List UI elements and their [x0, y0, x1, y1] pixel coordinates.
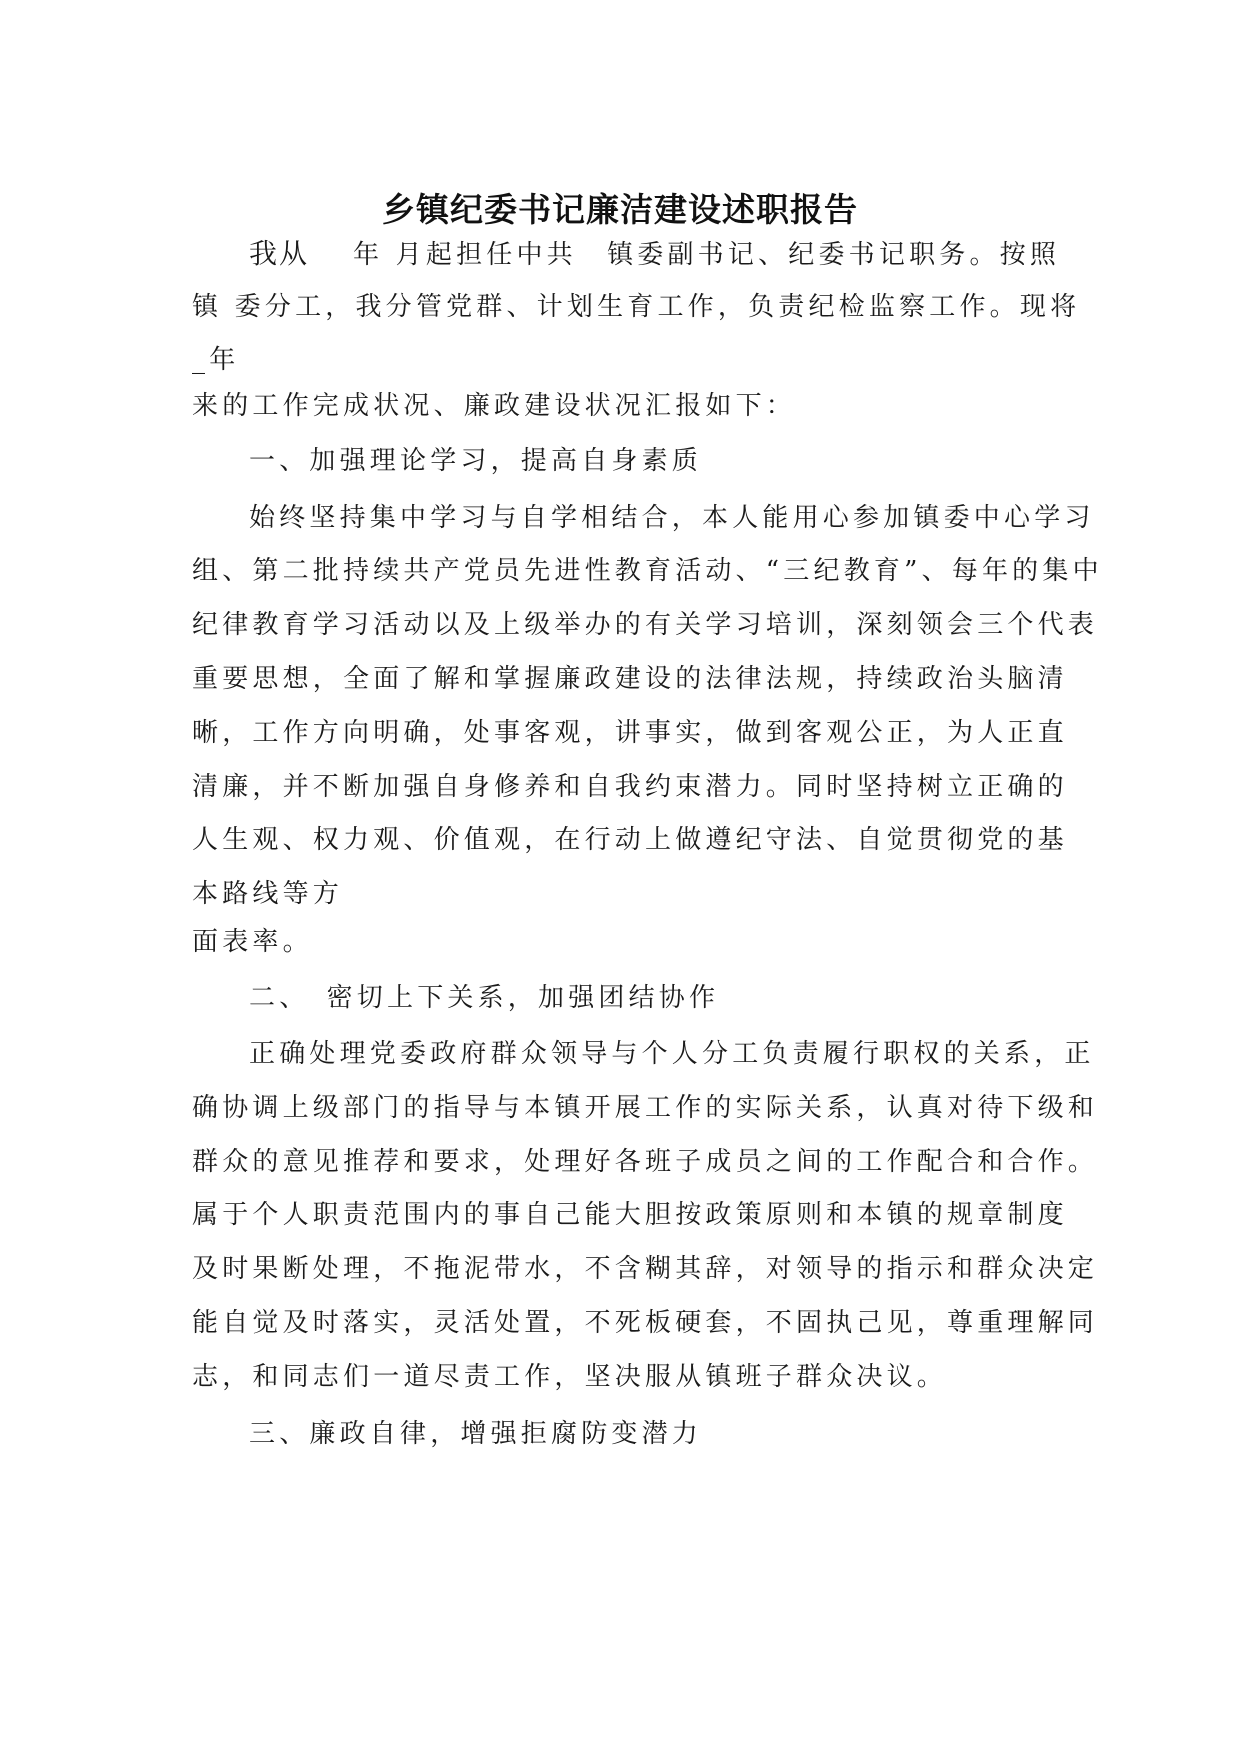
- intro-line-1: [249, 232, 1060, 272]
- document-title: 乡镇纪委书记廉洁建设述职报告: [382, 190, 858, 229]
- intro-lead: 我从: [249, 237, 310, 270]
- section-1-line: 面表率。: [192, 927, 313, 957]
- section-1-heading: 一、加强理论学习，提高自身素质: [249, 446, 703, 476]
- intro-line-3: _年: [192, 345, 240, 375]
- section-1-line: 始终坚持集中学习与自学相结合，本人能用心参加镇委中心学习: [249, 503, 1095, 533]
- section-1-line: 本路线等方: [192, 879, 344, 909]
- section-2-line: 确协调上级部门的指导与本镇开展工作的实际关系，认真对待下级和: [192, 1093, 1099, 1123]
- intro-line-4: 来的工作完成状况、廉政建设状况汇报如下：: [192, 391, 797, 421]
- section-3-heading: 三、廉政自律，增强拒腐防变潜力: [249, 1419, 703, 1449]
- section-2-heading: 二、 密切上下关系，加强团结协作: [249, 983, 720, 1013]
- section-1-line: 清廉，并不断加强自身修养和自我约束潜力。同时坚持树立正确的: [192, 772, 1068, 802]
- section-1-line: 纪律教育学习活动以及上级举办的有关学习培训，深刻领会三个代表: [192, 610, 1099, 640]
- section-2-line: 能自觉及时落实，灵活处置，不死板硬套，不固执己见，尊重理解同: [192, 1308, 1099, 1338]
- section-2-line: 及时果断处理，不拖泥带水，不含糊其辞，对领导的指示和群众决定: [192, 1254, 1099, 1284]
- section-2-line: 属于个人职责范围内的事自己能大胆按政策原则和本镇的规章制度: [192, 1200, 1068, 1230]
- intro-line-1-text: 年 月起担任中共 镇委副书记、纪委书记职务。按照: [353, 240, 1061, 270]
- intro-line-2: 镇 委分工，我分管党群、计划生育工作，负责纪检监察工作。现将: [192, 292, 1081, 322]
- section-1-line: 重要思想，全面了解和掌握廉政建设的法律法规，持续政治头脑清: [192, 664, 1068, 694]
- section-1-line: 人生观、权力观、价值观，在行动上做遵纪守法、自觉贯彻党的基: [192, 825, 1068, 855]
- section-1-line: 晰，工作方向明确，处事客观，讲事实，做到客观公正，为人正直: [192, 718, 1068, 748]
- section-2-line: 群众的意见推荐和要求，处理好各班子成员之间的工作配合和合作。: [192, 1147, 1099, 1177]
- section-2-line: 正确处理党委政府群众领导与个人分工负责履行职权的关系，正: [249, 1039, 1095, 1069]
- section-2-line: 志，和同志们一道尽责工作，坚决服从镇班子群众决议。: [192, 1362, 948, 1392]
- section-1-line: 组、第二批持续共产党员先进性教育活动、“三纪教育”、每年的集中: [192, 556, 1103, 586]
